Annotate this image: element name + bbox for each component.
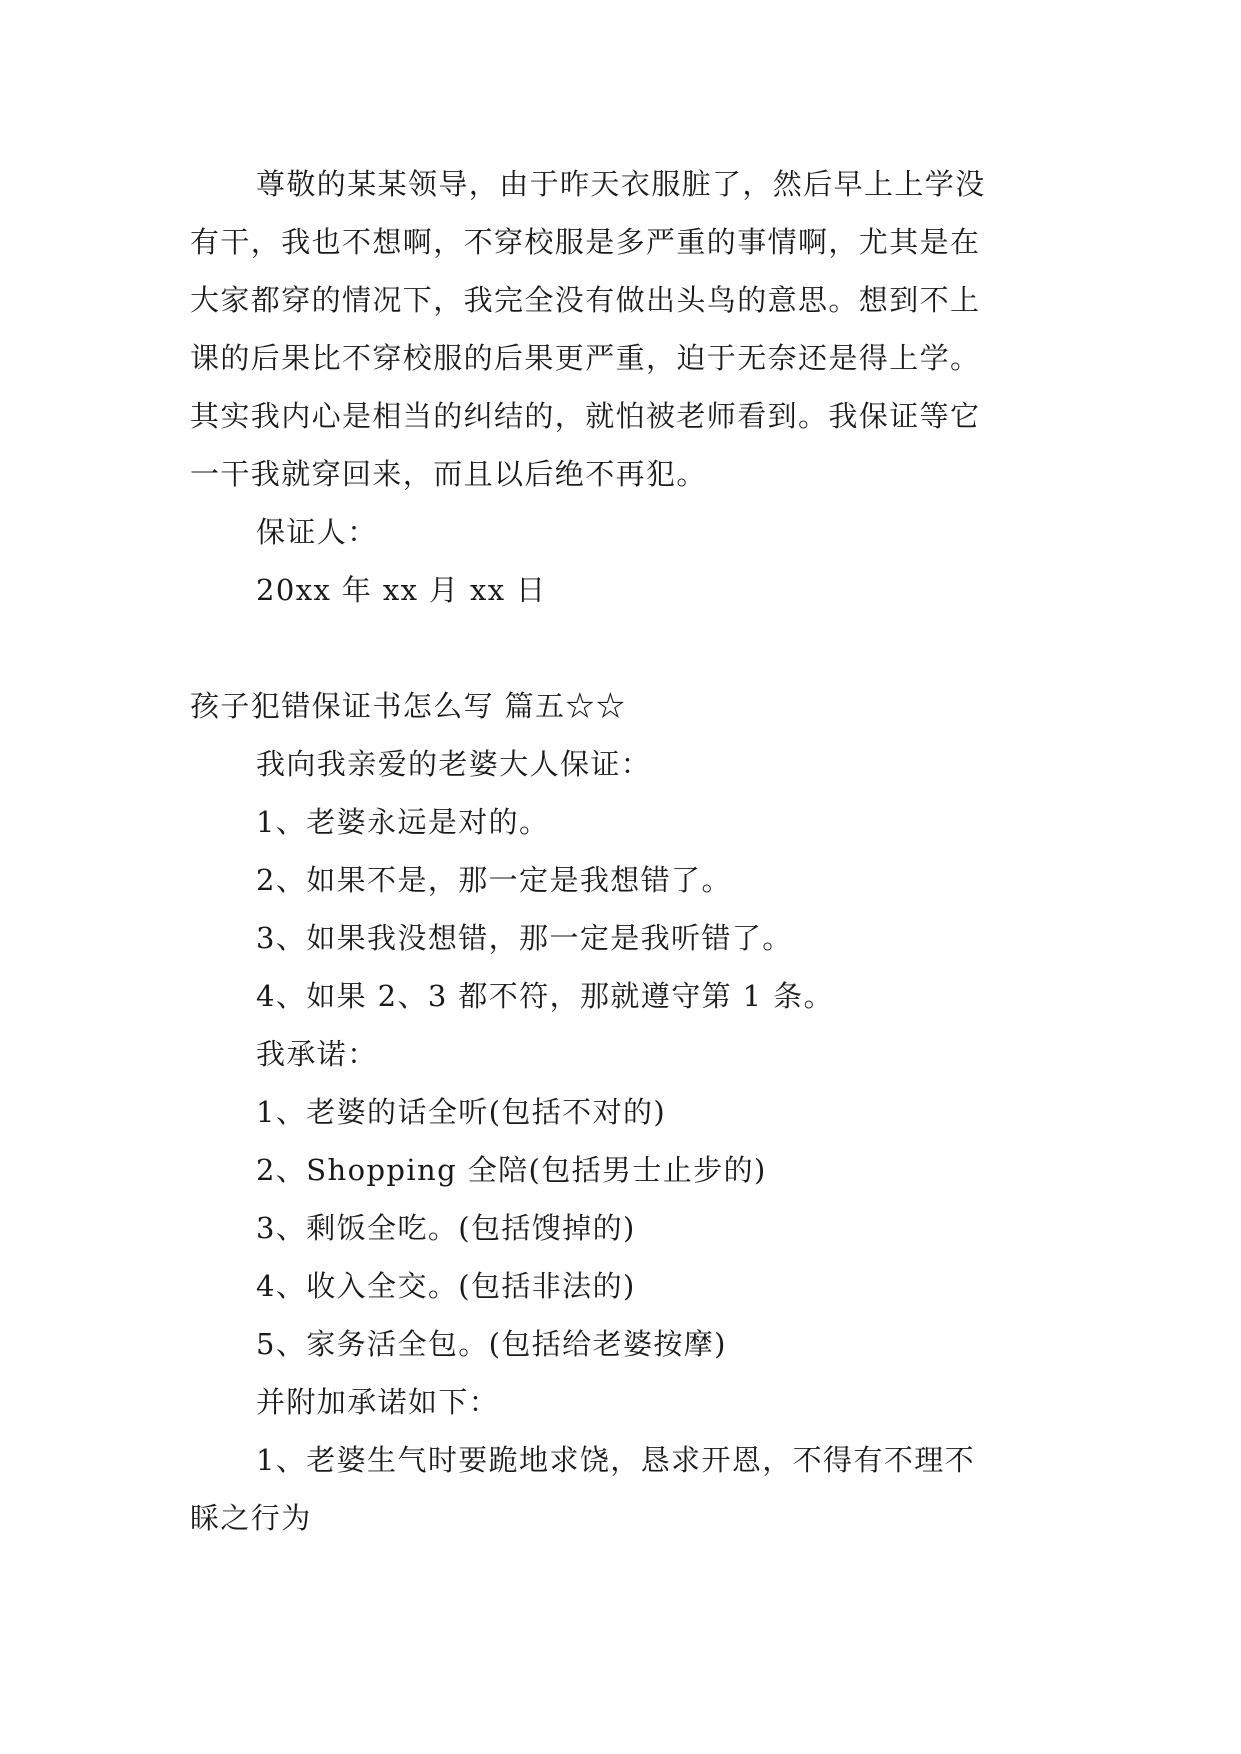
list-item: 1、老婆的话全听(包括不对的) <box>256 1095 667 1129</box>
paragraph-line: 一干我就穿回来，而且以后绝不再犯。 <box>190 457 707 491</box>
additional-label: 并附加承诺如下： <box>256 1385 500 1419</box>
intro-line: 我向我亲爱的老婆大人保证： <box>256 747 652 781</box>
list-item: 3、剩饭全吃。(包括馊掉的) <box>256 1211 636 1245</box>
date-line: 20xx 年 xx 月 xx 日 <box>256 573 547 607</box>
document-body <box>190 155 1060 1547</box>
paragraph-line: 其实我内心是相当的纠结的，就怕被老师看到。我保证等它 <box>190 399 981 433</box>
list-item: 4、如果 2、3 都不符，那就遵守第 1 条。 <box>256 979 834 1013</box>
paragraph-line: 睬之行为 <box>190 1501 312 1535</box>
list-item: 3、如果我没想错，那一定是我听错了。 <box>256 921 793 955</box>
section-heading: 孩子犯错保证书怎么写 篇五☆☆ <box>190 689 627 723</box>
guarantor-label: 保证人： <box>256 515 378 549</box>
paragraph-line: 大家都穿的情况下，我完全没有做出头鸟的意思。想到不上 <box>190 283 981 317</box>
paragraph-line: 有干，我也不想啊，不穿校服是多严重的事情啊，尤其是在 <box>190 225 981 259</box>
paragraph-line: 尊敬的某某领导，由于昨天衣服脏了，然后早上上学没 <box>256 167 986 201</box>
list-item: 1、老婆永远是对的。 <box>256 805 550 839</box>
list-item: 2、Shopping 全陪(包括男士止步的) <box>256 1153 767 1187</box>
paragraph-line: 课的后果比不穿校服的后果更严重，迫于无奈还是得上学。 <box>190 341 981 375</box>
list-item: 2、如果不是，那一定是我想错了。 <box>256 863 732 897</box>
paragraph-line: 1、老婆生气时要跪地求饶，恳求开恩，不得有不理不 <box>256 1443 976 1477</box>
list-item: 4、收入全交。(包括非法的) <box>256 1269 636 1303</box>
blank-line <box>190 619 1060 677</box>
promise-label: 我承诺： <box>256 1037 378 1071</box>
list-item: 5、家务活全包。(包括给老婆按摩) <box>256 1327 727 1361</box>
